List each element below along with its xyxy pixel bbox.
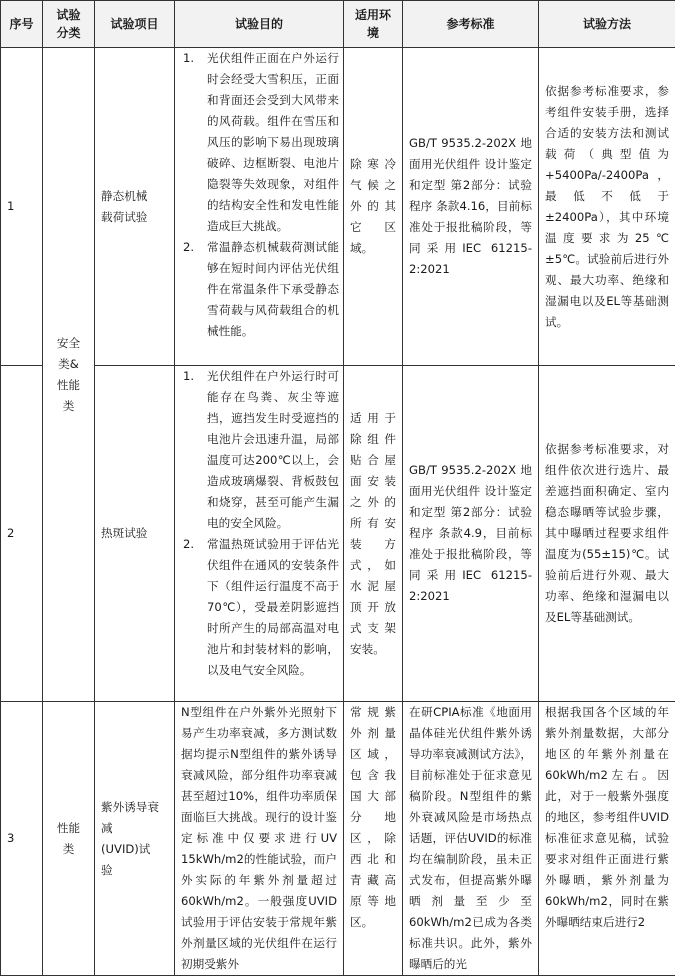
applicable-env: 常规紫外剂量区域，包含我国大部分地区，除西北和青藏高原等地区。	[344, 702, 403, 976]
list-item: 1. 光伏组件在户外运行时可能存在鸟粪、灰尘等遮挡，遮挡发生时受遮挡的电池片会迅速升温，局部温度可达200℃以上，会造成玻璃爆裂、背板鼓包和烧穿，甚至可能产生漏电的安全风险。	[175, 366, 339, 534]
list-item: 2. 常温热斑试验用于评估光伏组件在通风的安装条件下（组件运行温度不高于70℃），受最差阴影遮挡时所产生的局部高温对电池片和封装材料的影响，以及电气安全风险。	[175, 534, 339, 681]
header-row	[1, 1, 675, 48]
table-row	[1, 48, 675, 366]
applicable-env: 适用于除组件贴合屋面安装之外的所有安装方式，如水泥屋顶开放式支架安装。	[344, 366, 403, 702]
row-no: 1	[1, 48, 43, 366]
reference-standard: 在研CPIA标准《地面用晶体硅光伏组件紫外诱导功率衰减测试方法》，目前标准处于征求意见稿阶段。N型组件的紫外衰减风险是市场热点话题，评估UVID的标准均在编制阶段，虽未正式发布，但提高紫外曝晒剂量至少至60kWh/m2已成为各类标准共识。此外，紫外曝晒后的光	[403, 702, 539, 976]
table-row	[1, 366, 675, 702]
test-method: 根据我国各个区域的年紫外剂量数据，大部分地区的年紫外剂量在60kWh/m2左右。因此，对于一般紫外强度的地区，参考组件UVID标准征求意见稿，试验要求对组件正面进行紫外曝晒，紫外剂量为60kWh/m2，同时在紫外曝晒结束后进行2	[539, 702, 675, 976]
header-no: 序号	[1, 1, 43, 48]
test-purpose: N型组件在户外紫外光照射下易产生功率衰减，多方测试数据均提示N型组件的紫外诱导衰减风险，部分组件功率衰减甚至超过10%，组件功率质保面临巨大挑战。现行的设计鉴定标准中仅要求进行UV 15kWh/m2的性能试验，而户外实际的年紫外剂量超过60kWh/m2。一般强度UVID试验用于评估安装于常规年紫外剂量区域的光伏组件在运行初期受紫外	[175, 702, 344, 976]
test-method: 依据参考标准要求，对组件依次进行选片、最差遮挡面积确定、室内稳态曝晒等试验步骤，其中曝晒过程要求组件温度为(55±15)℃。试验前后进行外观、最大功率、绝缘和湿漏电以及EL等基础测试。	[539, 366, 675, 702]
header-method: 试验方法	[539, 1, 675, 48]
header-standard: 参考标准	[403, 1, 539, 48]
header-item: 试验项目	[95, 1, 175, 48]
test-purpose	[175, 48, 344, 366]
table-row	[1, 702, 675, 976]
row-no: 2	[1, 366, 43, 702]
header-category: 试验 分类	[43, 1, 95, 48]
category-cell: 安全 类& 性能 类	[43, 48, 95, 702]
test-purpose	[175, 366, 344, 702]
applicable-env: 除寒冷气候之外的其它区域。	[344, 48, 403, 366]
test-item: 紫外诱导衰减 (UVID)试 验	[95, 702, 175, 976]
row-no: 3	[1, 702, 43, 976]
header-env: 适用环 境	[344, 1, 403, 48]
reference-standard: GB/T 9535.2-202X 地面用光伏组件 设计鉴定和定型 第2部分：试验程序 条款4.16，目前标准处于报批稿阶段，等同采用IEC 61215-2:2021	[403, 48, 539, 366]
list-item: 2. 常温静态机械载荷测试能够在短时间内评估光伏组件在常温条件下承受静态雪荷载与风荷载组合的机械性能。	[175, 237, 339, 342]
category-cell: 性能 类	[43, 702, 95, 976]
test-method: 依据参考标准要求，参考组件安装手册，选择合适的安装方法和测试载荷（典型值为+5400Pa/-2400Pa，最低不低于±2400Pa），其中环境温度要求为25℃±5℃。试验前后进行外观、最大功率、绝缘和湿漏电以及EL等基础测试。	[539, 48, 675, 366]
test-item: 热斑试验	[95, 366, 175, 702]
list-item: 1. 光伏组件正面在户外运行时会经受大雪积压，正面和背面还会受到大风带来的风荷载。组件在雪压和风压的影响下易出现玻璃破碎、边框断裂、电池片隐裂等失效现象，对组件的结构安全性和发电性能造成巨大挑战。	[175, 48, 339, 237]
test-item: 静态机械 载荷试验	[95, 48, 175, 366]
reference-standard: GB/T 9535.2-202X 地面用光伏组件 设计鉴定和定型 第2部分：试验程序 条款4.9，目前标准处于报批稿阶段，等同采用IEC 61215-2:2021	[403, 366, 539, 702]
header-purpose: 试验目的	[175, 1, 344, 48]
